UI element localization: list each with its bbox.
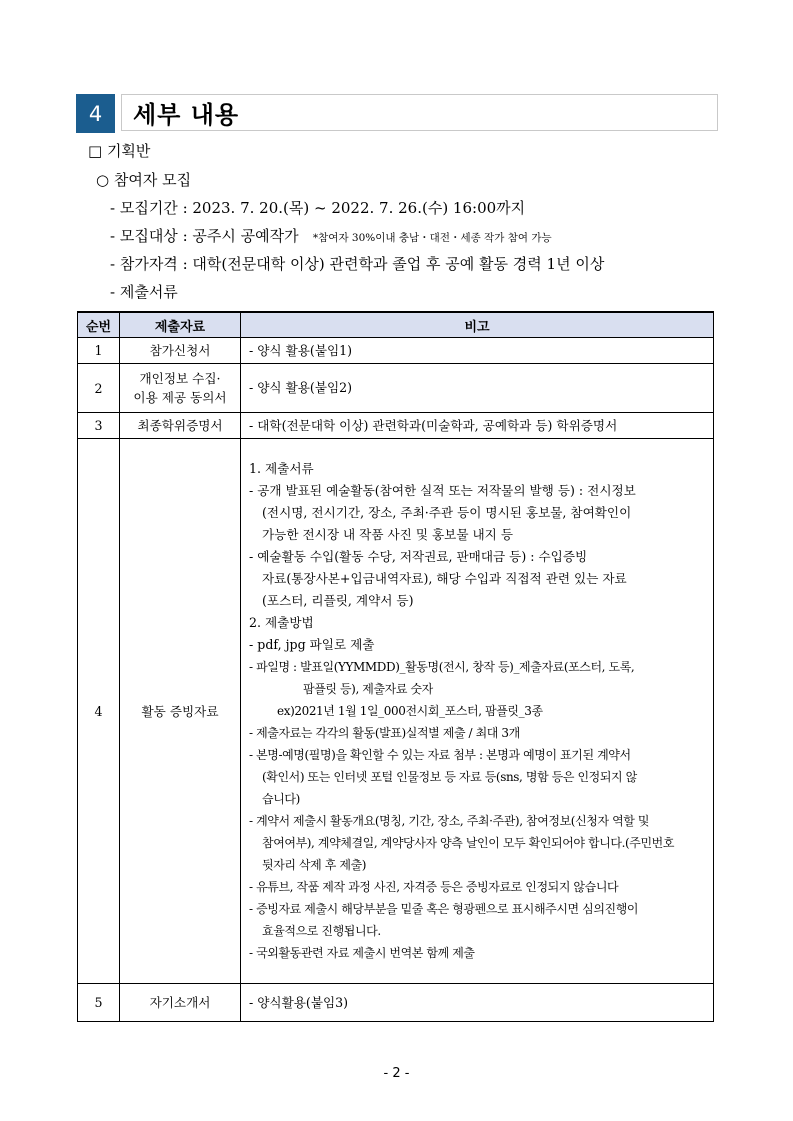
note-line: 가능한 전시장 내 작품 사진 및 홍보물 내지 등 (262, 527, 514, 542)
item-period: - 모집기간 : 2023. 7. 20.(목) ~ 2022. 7. 26.(수) 16:00까지 (110, 199, 526, 217)
table-row (78, 439, 714, 984)
item-target-note: *참여자 30%이내 충남・대전・세종 작가 참여 가능 (312, 232, 552, 244)
item-target (110, 226, 552, 248)
item-documents: - 제출서류 (110, 283, 178, 301)
item-qualification: - 참가자격 : 대학(전문대학 이상) 관련학과 졸업 후 공예 활동 경력 1년 이상 (110, 255, 605, 273)
note-line: - 파일명 : 발표일(YYMMDD)_활동명(전시, 창작 등)_제출자료(포스터, 도록, (249, 660, 635, 674)
table-row (78, 413, 714, 439)
note-line: - 예술활동 수입(활동 수당, 저작권료, 판매대금 등) : 수입증빙 (249, 549, 588, 564)
row-number: 3 (78, 413, 120, 439)
header-number: 순번 (78, 312, 120, 338)
note-line: - 계약서 제출시 활동개요(명칭, 기간, 장소, 주최·주관), 참여정보(신청자 역할 및 (249, 814, 650, 828)
row-note: - 양식활용(붙임3) (241, 984, 714, 1022)
note-line: - pdf, jpg 파일로 제출 (249, 637, 375, 652)
note-line: - 본명-예명(필명)을 확인할 수 있는 자료 첨부 : 본명과 예명이 표기된 계약서 (249, 748, 631, 762)
note-line: - 증빙자료 제출시 해당부분을 밑줄 혹은 형광펜으로 표시해주시면 심의진행이 (249, 902, 639, 916)
submission-table (77, 311, 714, 1022)
note-line: (포스터, 리플릿, 계약서 등) (262, 593, 414, 608)
heading-planning: □ 기획반 (88, 142, 151, 160)
row-document-line: 개인정보 수집· (139, 371, 221, 386)
note-line: 효율적으로 진행됩니다. (262, 924, 381, 938)
note-line: ex)2021년 1월 1일_000전시회_포스터, 팜플릿_3종 (277, 704, 543, 718)
note-line: - 공개 발표된 예술활동(참여한 실적 또는 저작물의 발행 등) : 전시정보 (249, 483, 636, 498)
row-number: 5 (78, 984, 120, 1022)
note-line: 참여여부), 계약체결일, 계약당사자 양측 날인이 모두 확인되어야 합니다.(주민번호 (262, 836, 675, 850)
row-note (241, 439, 714, 984)
row-note: - 양식 활용(붙임2) (241, 364, 714, 413)
note-line: 팜플릿 등), 제출자료 숫자 (303, 682, 433, 696)
row-note: - 대학(전문대학 이상) 관련학과(미술학과, 공예학과 등) 학위증명서 (241, 413, 714, 439)
note-line: 1. 제출서류 (249, 461, 314, 476)
header-note: 비고 (241, 312, 714, 338)
row-document (120, 364, 241, 413)
note-line: (확인서) 또는 인터넷 포털 인물정보 등 자료 등(sns, 명함 등은 인정되지 않 (262, 770, 637, 784)
note-line: 자료(통장사본+입금내역자료), 해당 수입과 직접적 관련 있는 자료 (262, 571, 627, 586)
row-document: 참가신청서 (120, 338, 241, 364)
note-line: - 제출자료는 각각의 활동(발표)실적별 제출 / 최대 3개 (249, 726, 520, 740)
row-number: 4 (78, 439, 120, 984)
item-target-label: - 모집대상 : 공주시 공예작가 (110, 227, 299, 245)
table-row (78, 984, 714, 1022)
row-number: 1 (78, 338, 120, 364)
page-number: - 2 - (383, 1066, 410, 1081)
header-document: 제출자료 (120, 312, 241, 338)
heading-recruitment: ○ 참여자 모집 (96, 171, 192, 189)
table-row (78, 364, 714, 413)
row-document-line: 이용 제공 동의서 (133, 390, 227, 405)
row-document: 최종학위증명서 (120, 413, 241, 439)
note-line: - 국외활동관련 자료 제출시 번역본 함께 제출 (249, 946, 475, 960)
row-number: 2 (78, 364, 120, 413)
row-document: 자기소개서 (120, 984, 241, 1022)
note-line: (전시명, 전시기간, 장소, 주최·주관 등이 명시된 홍보물, 참여확인이 (262, 505, 632, 520)
table-header-row (78, 312, 714, 338)
section-title-box (121, 94, 718, 131)
section-number: 4 (76, 94, 115, 133)
row-document: 활동 증빙자료 (120, 439, 241, 984)
note-line: 뒷자리 삭제 후 제출) (262, 858, 367, 872)
section-header (76, 94, 718, 133)
note-line: 습니다) (262, 792, 300, 806)
section-title: 세부 내용 (133, 101, 240, 129)
row-note: - 양식 활용(붙임1) (241, 338, 714, 364)
note-line: - 유튜브, 작품 제작 과정 사진, 자격증 등은 증빙자료로 인정되지 않습니다 (249, 880, 619, 894)
note-line: 2. 제출방법 (249, 615, 314, 630)
table-row (78, 338, 714, 364)
